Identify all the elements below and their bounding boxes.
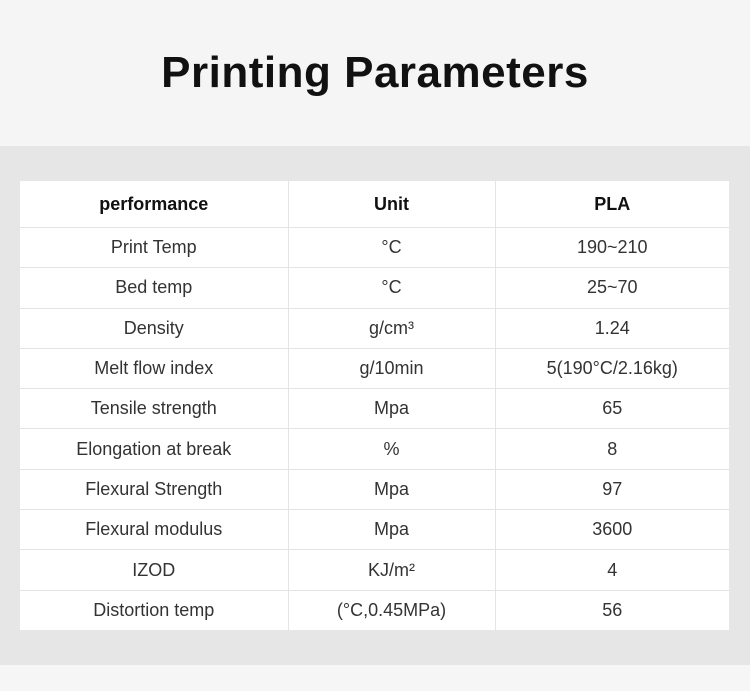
cell-performance: Density — [20, 308, 288, 348]
cell-value: 5(190°C/2.16kg) — [495, 348, 729, 388]
cell-unit: KJ/m² — [288, 550, 495, 590]
cell-value: 97 — [495, 469, 729, 509]
table-row — [20, 510, 729, 550]
footer-strip — [0, 665, 750, 691]
cell-unit: % — [288, 429, 495, 469]
cell-value: 8 — [495, 429, 729, 469]
page-title: Printing Parameters — [161, 48, 589, 97]
table-row — [20, 308, 729, 348]
table-row — [20, 429, 729, 469]
cell-performance: Bed temp — [20, 268, 288, 308]
cell-value: 25~70 — [495, 268, 729, 308]
cell-value: 65 — [495, 389, 729, 429]
header — [0, 0, 750, 146]
cell-unit: Mpa — [288, 469, 495, 509]
cell-performance: IZOD — [20, 550, 288, 590]
header-pla: PLA — [495, 181, 729, 228]
table-panel — [0, 146, 750, 665]
table-row — [20, 348, 729, 388]
table-row — [20, 228, 729, 268]
cell-unit: °C — [288, 268, 495, 308]
cell-unit: g/cm³ — [288, 308, 495, 348]
header-performance: performance — [20, 181, 288, 228]
cell-unit: (°C,0.45MPa) — [288, 590, 495, 630]
cell-value: 4 — [495, 550, 729, 590]
cell-performance: Tensile strength — [20, 389, 288, 429]
table-row — [20, 469, 729, 509]
table-row — [20, 268, 729, 308]
cell-performance: Flexural Strength — [20, 469, 288, 509]
parameters-table-container — [20, 181, 729, 630]
cell-unit: Mpa — [288, 510, 495, 550]
cell-value: 56 — [495, 590, 729, 630]
cell-value: 1.24 — [495, 308, 729, 348]
table-row — [20, 389, 729, 429]
cell-unit: g/10min — [288, 348, 495, 388]
cell-unit: Mpa — [288, 389, 495, 429]
parameters-table — [20, 181, 729, 630]
table-row — [20, 550, 729, 590]
cell-performance: Elongation at break — [20, 429, 288, 469]
cell-performance: Melt flow index — [20, 348, 288, 388]
cell-value: 190~210 — [495, 228, 729, 268]
cell-value: 3600 — [495, 510, 729, 550]
cell-unit: °C — [288, 228, 495, 268]
cell-performance: Flexural modulus — [20, 510, 288, 550]
cell-performance: Print Temp — [20, 228, 288, 268]
table-header-row — [20, 181, 729, 228]
cell-performance: Distortion temp — [93, 600, 215, 621]
table-row — [20, 590, 729, 630]
header-unit: Unit — [288, 181, 495, 228]
